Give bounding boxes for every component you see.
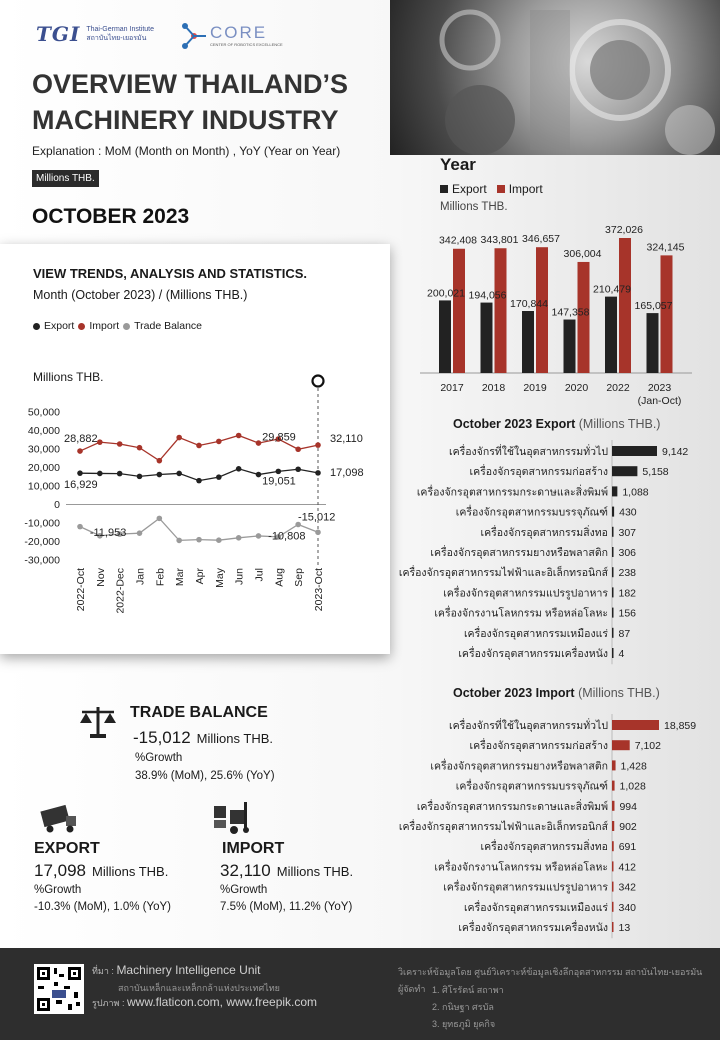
rank-category-label: เครื่องจักรที่ใช้ในอุตสาหกรรมทั่วไป xyxy=(449,446,608,458)
explanation-text: Explanation : MoM (Month on Month) , YoY (Year on Year) xyxy=(32,144,341,158)
export-bar xyxy=(481,303,493,373)
yearly-title: Year xyxy=(440,155,476,174)
x-tick-label: Aug xyxy=(273,568,286,587)
rank-value-label: 87 xyxy=(618,627,631,640)
year-tick-label: 2018 xyxy=(481,382,506,394)
import-point xyxy=(157,458,163,464)
rank-value-label: 13 xyxy=(618,922,631,934)
footer-image-label: รูปภาพ : xyxy=(92,998,125,1008)
data-label: 32,110 xyxy=(330,433,363,446)
rank-bar xyxy=(612,507,614,517)
import-rank-title: October 2023 Import xyxy=(453,686,575,700)
import-bar xyxy=(453,249,465,373)
legend-export-dot xyxy=(33,323,40,330)
balance-point xyxy=(137,530,143,536)
export-unit: Millions THB. xyxy=(92,864,169,879)
rank-category-label: เครื่องจักรอุตสาหกรรมยางหรือพลาสติก xyxy=(430,547,608,559)
y-tick-label: -20,000 xyxy=(24,536,60,548)
import-bar-label: 306,004 xyxy=(563,247,602,260)
rank-category-label: เครื่องจักรอุตสาหกรรมไฟฟ้าและอิเล็กทรอนิกส์ xyxy=(398,567,608,580)
export-bar-label: 210,479 xyxy=(593,283,631,296)
footer-authors xyxy=(432,982,504,1033)
export-value-row xyxy=(34,861,168,881)
y-tick-label: -10,000 xyxy=(24,517,60,530)
rank-value-label: 994 xyxy=(619,800,638,813)
export-bar xyxy=(522,311,534,373)
legend-export-label: Export xyxy=(44,320,75,332)
y-tick-label: 20,000 xyxy=(27,462,60,474)
footer-author-3: 3. ยุทธภูมิ ยุคกิจ xyxy=(432,1019,496,1029)
rank-category-label: เครื่องจักรอุตสาหกรรมแปรรูปอาหาร xyxy=(443,587,608,600)
export-label: EXPORT xyxy=(34,840,100,857)
legend-import-dot xyxy=(78,323,85,330)
export-truck-icon xyxy=(36,802,80,834)
yearly-bar-chart xyxy=(415,210,715,410)
rank-category-label: เครื่องจักรอุตสาหกรรมกระดาษและสิ่งพิมพ์ xyxy=(416,800,608,813)
rank-category-label: เครื่องจักรอุตสาหกรรมก่อสร้าง xyxy=(469,466,608,479)
year-tick-label: (Jan-Oct) xyxy=(637,395,682,407)
rank-bar xyxy=(612,720,659,730)
import-bar xyxy=(661,255,673,373)
balance-point xyxy=(315,529,321,535)
export-bar xyxy=(647,313,659,373)
rank-bar xyxy=(612,740,630,750)
rank-value-label: 1,428 xyxy=(620,760,647,773)
monthly-title: VIEW TRENDS, ANALYSIS AND STATISTICS. xyxy=(33,266,307,281)
export-point xyxy=(77,470,83,476)
rank-category-label: เครื่องจักรอุตสาหกรรมบรรจุภัณฑ์ xyxy=(455,506,608,519)
x-tick-label: Jun xyxy=(233,568,246,585)
rank-bar xyxy=(612,628,614,638)
rank-value-label: 5,158 xyxy=(642,466,669,479)
import-bar-label: 372,026 xyxy=(605,224,643,236)
x-tick-label: 2022-Oct xyxy=(75,568,87,612)
monthly-subtitle: Month (October 2023) / (Millions THB.) xyxy=(33,288,248,302)
export-point xyxy=(216,474,222,480)
import-bar-label: 342,408 xyxy=(439,234,477,247)
data-label: -15,012 xyxy=(298,511,336,524)
yearly-unit: Millions THB. xyxy=(440,201,508,213)
export-point xyxy=(137,474,143,480)
tgi-logo-name-th: สถาบันไทย-เยอรมัน xyxy=(86,35,147,42)
rank-category-label: เครื่องจักรอุตสาหกรรมไฟฟ้าและอิเล็กทรอนิกส์ xyxy=(398,821,608,833)
export-point xyxy=(97,471,103,477)
period-title: OCTOBER 2023 xyxy=(32,205,190,228)
rank-bar xyxy=(612,821,614,831)
balance-point xyxy=(196,537,202,543)
import-growth-label: %Growth xyxy=(220,884,268,896)
footer-source xyxy=(92,963,261,978)
rank-value-label: 156 xyxy=(618,607,637,620)
export-value: 17,098 xyxy=(34,861,86,880)
qr-code[interactable] xyxy=(34,964,84,1014)
year-tick-label: 2022 xyxy=(606,382,630,394)
rank-bar xyxy=(612,547,614,557)
balance-point xyxy=(256,533,262,539)
rank-category-label: เครื่องจักรงานโลหกรรม หรือหล่อโลหะ xyxy=(434,861,608,874)
y-tick-label: -30,000 xyxy=(24,554,60,567)
x-tick-label: Jan xyxy=(134,568,147,585)
monthly-unit: Millions THB. xyxy=(33,370,104,384)
rank-category-label: เครื่องจักรอุตสาหกรรมเครื่องหนัง xyxy=(458,922,608,934)
footer-source-org: สถาบันเหล็กและเหล็กกล้าแห่งประเทศไทย xyxy=(118,983,280,993)
footer-analysis: วิเคราะห์ข้อมูลโดย ศูนย์วิเคราะห์ข้อมูลเชิงลึกอุตสาหกรรม สถาบันไทย-เยอรมัน xyxy=(398,967,703,977)
import-rank-unit: (Millions THB.) xyxy=(578,686,660,700)
export-point xyxy=(196,478,202,484)
export-point xyxy=(315,470,321,476)
data-label: -10,808 xyxy=(268,530,306,543)
engine-photo xyxy=(390,0,720,155)
balance-point xyxy=(77,524,83,530)
export-bar-label: 194,056 xyxy=(468,289,507,302)
rank-value-label: 342 xyxy=(618,881,637,894)
core-logo xyxy=(180,20,283,52)
year-tick-label: 2023 xyxy=(647,382,672,394)
export-point xyxy=(256,472,262,478)
data-label: 19,051 xyxy=(262,475,296,488)
tgi-logo-name-en: Thai-German Institute xyxy=(86,26,155,33)
footer-source-label: ที่มา : xyxy=(92,966,114,976)
footer-author-label: ผู้จัดทำ xyxy=(398,984,426,994)
balance-point xyxy=(176,538,182,544)
rank-value-label: 7,102 xyxy=(634,740,661,753)
trade-balance-value: -15,012 xyxy=(133,728,191,747)
rank-bar xyxy=(612,567,614,577)
year-tick-label: 2017 xyxy=(440,382,464,394)
export-rank-title: October 2023 Export xyxy=(453,417,576,431)
yearly-legend xyxy=(440,182,543,196)
rank-value-label: 4 xyxy=(618,648,625,660)
rank-value-label: 1,088 xyxy=(622,486,649,499)
import-point xyxy=(236,433,242,439)
trade-balance-growth: 38.9% (MoM), 25.6% (YoY) xyxy=(135,770,275,782)
import-bar xyxy=(619,238,631,373)
rank-category-label: เครื่องจักรอุตสาหกรรมแปรรูปอาหาร xyxy=(443,881,608,894)
rank-bar xyxy=(612,781,615,791)
x-tick-label: 2022-Dec xyxy=(114,568,127,614)
y-tick-label: 50,000 xyxy=(27,406,60,419)
rank-bar xyxy=(612,882,614,892)
yearly-legend-import-swatch xyxy=(497,185,505,193)
x-tick-label: Nov xyxy=(94,568,107,587)
import-point xyxy=(315,442,321,448)
import-bar-label: 324,145 xyxy=(646,241,685,254)
tgi-logo xyxy=(36,22,154,46)
export-point xyxy=(295,466,301,472)
export-point xyxy=(176,471,182,477)
export-bar-label: 147,358 xyxy=(551,306,590,319)
rank-category-label: เครื่องจักรอุตสาหกรรมเหมืองแร่ xyxy=(463,627,608,640)
scale-icon xyxy=(78,703,118,739)
export-rank-heading xyxy=(453,417,660,431)
rank-bar xyxy=(612,608,614,618)
monthly-trend-panel xyxy=(0,244,390,654)
rank-bar xyxy=(612,861,614,871)
import-value-row xyxy=(220,861,353,881)
yearly-legend-export-swatch xyxy=(440,185,448,193)
yearly-legend-export: Export xyxy=(452,182,487,196)
rank-category-label: เครื่องจักรอุตสาหกรรมยางหรือพลาสติก xyxy=(430,760,608,773)
page-title-line-2: MACHINERY INDUSTRY xyxy=(32,105,339,135)
monthly-legend xyxy=(33,320,202,332)
rank-value-label: 9,142 xyxy=(662,446,689,458)
rank-bar xyxy=(612,760,616,770)
rank-value-label: 238 xyxy=(618,567,637,580)
rank-category-label: เครื่องจักรที่ใช้ในอุตสาหกรรมทั่วไป xyxy=(449,720,608,732)
core-logo-sub: CENTER OF ROBOTICS EXCELLENCE xyxy=(210,42,283,47)
balance-point xyxy=(157,516,163,522)
rank-category-label: เครื่องจักรอุตสาหกรรมสิ่งทอ xyxy=(480,526,608,539)
rank-value-label: 306 xyxy=(618,547,637,559)
rank-category-label: เครื่องจักรอุตสาหกรรมสิ่งทอ xyxy=(480,841,608,854)
core-logo-text: CORE xyxy=(210,23,268,42)
monthly-line-chart xyxy=(0,364,390,654)
trade-balance-label: TRADE BALANCE xyxy=(130,704,268,721)
rank-bar xyxy=(612,922,614,932)
rank-value-label: 307 xyxy=(618,526,637,539)
export-bar-label: 200,021 xyxy=(427,287,465,300)
rank-value-label: 902 xyxy=(619,821,637,833)
rank-category-label: เครื่องจักรอุตสาหกรรมเหมืองแร่ xyxy=(463,901,608,914)
x-tick-label: Feb xyxy=(154,568,167,587)
rank-value-label: 430 xyxy=(619,506,637,519)
footer-source-name: Machinery Intelligence Unit xyxy=(116,963,261,977)
export-bar xyxy=(605,297,617,373)
year-tick-label: 2020 xyxy=(564,382,589,394)
legend-balance-dot xyxy=(123,323,130,330)
trade-balance-unit: Millions THB. xyxy=(196,731,274,746)
y-tick-label: 40,000 xyxy=(27,425,60,437)
x-tick-label: Apr xyxy=(194,568,206,585)
import-bar-label: 343,801 xyxy=(480,234,519,247)
current-month-pin xyxy=(313,376,324,387)
rank-bar xyxy=(612,466,637,476)
export-growth: -10.3% (MoM), 1.0% (YoY) xyxy=(34,901,171,913)
import-rank-chart xyxy=(390,714,720,942)
import-label: IMPORT xyxy=(222,840,285,857)
import-point xyxy=(77,448,83,454)
rank-value-label: 691 xyxy=(618,841,637,854)
rank-category-label: เครื่องจักรอุตสาหกรรมก่อสร้าง xyxy=(469,740,608,753)
import-point xyxy=(196,443,202,449)
export-point xyxy=(157,472,163,478)
rank-bar xyxy=(612,801,614,811)
import-bar xyxy=(495,248,507,373)
data-label: 17,098 xyxy=(330,466,364,479)
rank-category-label: เครื่องจักรงานโลหกรรม หรือหล่อโลหะ xyxy=(434,607,608,620)
unit-chip: Millions THB. xyxy=(32,170,99,187)
y-tick-label: 10,000 xyxy=(27,480,60,493)
import-bar-label: 346,657 xyxy=(522,233,560,246)
trade-balance-growth-label: %Growth xyxy=(135,752,183,764)
import-point xyxy=(176,435,182,441)
tgi-logo-mark: TGI xyxy=(36,22,81,46)
import-point xyxy=(256,440,262,446)
export-growth-label: %Growth xyxy=(34,884,82,896)
rank-bar xyxy=(612,648,614,658)
year-tick-label: 2019 xyxy=(523,382,547,394)
trade-balance-value-row xyxy=(133,728,273,748)
x-tick-label: May xyxy=(213,568,226,588)
import-value: 32,110 xyxy=(220,861,271,880)
rank-bar xyxy=(612,527,614,537)
import-point xyxy=(216,439,222,445)
import-point xyxy=(137,445,143,451)
export-bar xyxy=(564,320,576,373)
y-tick-label: 0 xyxy=(54,499,60,511)
import-growth: 7.5% (MoM), 11.2% (YoY) xyxy=(220,901,353,913)
rank-category-label: เครื่องจักรอุตสาหกรรมเครื่องหนัง xyxy=(458,648,608,660)
page-title-line-1: OVERVIEW THAILAND’S xyxy=(32,69,349,99)
y-tick-label: 30,000 xyxy=(27,443,60,456)
data-label: -11,953 xyxy=(89,526,127,539)
data-label: 29,859 xyxy=(262,431,296,444)
footer-image-sources: www.flaticon.com, www.freepik.com xyxy=(126,995,318,1009)
export-point xyxy=(117,471,123,477)
data-label: 16,929 xyxy=(64,479,98,492)
rank-bar xyxy=(612,902,614,912)
legend-import-label: Import xyxy=(89,320,120,332)
import-point xyxy=(97,439,103,445)
rank-category-label: เครื่องจักรอุตสาหกรรมกระดาษและสิ่งพิมพ์ xyxy=(416,486,608,499)
page-title xyxy=(32,66,392,138)
yearly-legend-import: Import xyxy=(508,182,543,196)
import-forklift-icon xyxy=(210,800,258,836)
x-tick-label: Jul xyxy=(253,568,266,582)
rank-value-label: 340 xyxy=(618,901,637,914)
import-point xyxy=(117,441,123,447)
rank-value-label: 182 xyxy=(618,587,637,600)
x-tick-label: Sep xyxy=(293,568,306,587)
footer-images xyxy=(92,995,317,1010)
export-rank-chart xyxy=(390,440,720,668)
export-point xyxy=(236,466,242,472)
footer-author-1: 1. ศิโรรัตน์ สถาพา xyxy=(432,985,504,995)
x-tick-label: Mar xyxy=(174,568,187,587)
legend-balance-label: Trade Balance xyxy=(134,320,203,332)
rank-value-label: 1,028 xyxy=(619,780,646,793)
import-bar xyxy=(536,247,548,373)
export-point xyxy=(276,469,282,475)
rank-category-label: เครื่องจักรอุตสาหกรรมบรรจุภัณฑ์ xyxy=(455,780,608,793)
rank-value-label: 18,859 xyxy=(664,720,697,732)
export-bar-label: 165,057 xyxy=(634,300,673,313)
rank-bar xyxy=(612,587,614,597)
footer-author-2: 2. กนิษฐา ศรบัล xyxy=(432,1002,494,1012)
export-bar xyxy=(439,300,451,373)
export-bar-label: 170,844 xyxy=(510,298,548,311)
rank-value-label: 412 xyxy=(618,861,637,874)
import-point xyxy=(295,446,301,452)
x-tick-label: 2023-Oct xyxy=(313,568,325,612)
balance-point xyxy=(236,535,242,541)
rank-bar xyxy=(612,486,617,496)
balance-point xyxy=(216,537,222,543)
footer xyxy=(0,948,720,1040)
rank-bar xyxy=(612,446,657,456)
export-rank-unit: (Millions THB.) xyxy=(578,417,661,431)
import-unit: Millions THB. xyxy=(276,864,354,879)
data-label: 28,882 xyxy=(64,433,98,446)
rank-bar xyxy=(612,841,614,851)
import-rank-heading xyxy=(453,686,660,700)
